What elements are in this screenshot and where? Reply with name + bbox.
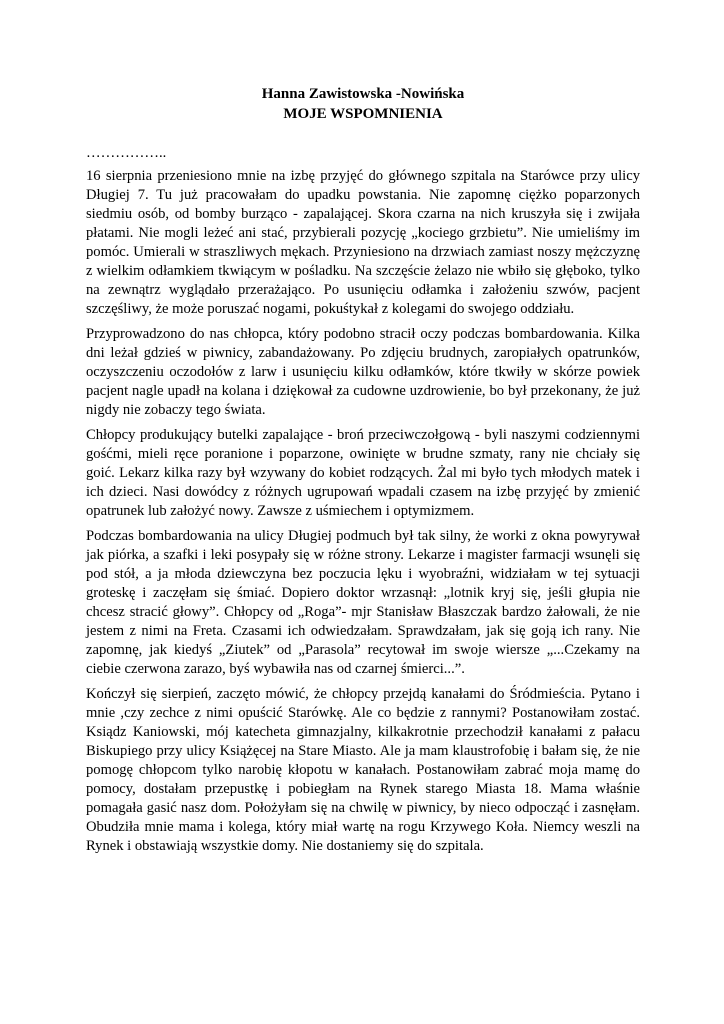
- document-page: [86, 80, 640, 862]
- paragraph: Podczas bombardowania na ulicy Długiej podmuch był tak silny, że worki z okna powyrywał jak piórka, a szafki i leki posypały się w różne strony. Lekarze i magister farmacji wsunęli się pod stół, a ja młoda dziewczyna bez poczucia lęku i wyobraźni, widziałam w tej sytuacji groteskę i zaczęłam się śmiać. Dopiero doktor wrzasnął: „lotnik kryj się, jeśli głupia nie chcesz stracić głowy”. Chłopcy od „Roga”- mjr Stanisław Błaszczak bardzo żałowali, że nie jestem z nimi na Freta. Czasami ich odwiedzałam. Sprawdzałam, jak się goją ich rany. Nie zapomnę, jak kiedyś „Ziutek” od „Parasola” recytował im swoje wiersze „...Czekamy na ciebie czerwona zarazo, byś wybawiła nas od czarnej śmierci...”.: [86, 528, 640, 677]
- paragraph: Kończył się sierpień, zaczęto mówić, że chłopcy przejdą kanałami do Śródmieścia. Pytano i mnie ,czy zechce z nimi opuścić Starówkę. Ale co będzie z rannymi? Postanowiłam zostać. Ksiądz Kaniowski, mój katecheta gimnazjalny, kilkakrotnie przechodził kanałami z pałacu Biskupiego przy ulicy Książęcej na Stare Miasto. Ale ja mam klaustrofobię i bałam się, że nie pomogę chłopcom tylko narobię kłopotu w kanałach. Postanowiłam zabrać moja mamę do pomocy, dostałam przepustkę i pobiegłam na Rynek starego Miasta 18. Mama właśnie pomagała gasić nasz dom. Położyłam się na chwilę w piwnicy, by nieco odpocząć i zasnęłam. Obudziła mnie mama i kolega, który miał wartę na rogu Krzywego Koła. Niemcy weszli na Rynek i obstawiają wszystkie domy. Nie dostaniemy się do szpitala.: [86, 686, 640, 854]
- title-block: [86, 84, 640, 124]
- paragraph: Chłopcy produkujący butelki zapalające - broń przeciwczołgową - byli naszymi codziennymi gośćmi, mieli ręce poranione i poparzone, owinięte w brudne szmaty, rany nie chciały się goić. Lekarz kilka razy był wzywany do kobiet rodzących. Żal mi było tych młodych matek i ich dzieci. Nasi dowódcy z różnych ugrupowań wpadali czasem na izbę przyjęć by zmienić opatrunek lub założyć nowy. Zawsze z uśmiechem i optymizmem.: [86, 427, 640, 519]
- paragraph: Przyprowadzono do nas chłopca, który podobno stracił oczy podczas bombardowania. Kilka dni leżał gdzieś w piwnicy, zabandażowany. Po zdjęciu brudnych, zaropiałych opatrunków, oczyszczeniu oczodołów z larw i usunięciu kilku odłamków, które tkwiły w skórze powiek pacjent nagle upadł na kolana i dziękował za cudowne uzdrowienie, bo był przekonany, że już nigdy nie zobaczy tego świata.: [86, 326, 640, 418]
- document-body: [86, 167, 640, 856]
- author-name: Hanna Zawistowska -Nowińska: [261, 86, 465, 102]
- document-title: MOJE WSPOMNIENIA: [283, 106, 443, 122]
- ellipsis-marker: ……………..: [86, 145, 167, 161]
- paragraph: 16 sierpnia przeniesiono mnie na izbę przyjęć do głównego szpitala na Starówce przy ulicy Długiej 7. Tu już pracowałam do upadku powstania. Nie zapomnę ciężko poparzonych siedmiu osób, od bomby burząco - zapalającej. Skora czarna na nich kruszyła się i zwijała płatami. Nie mogli leżeć ani stać, przybierali pozycję „kociego grzbietu”. Nie umieliśmy im pomóc. Umierali w straszliwych mękach. Przyniesiono na drzwiach zamiast noszy mężczyznę z wielkim odłamkiem tkwiącym w pośladku. Na szczęście żelazo nie wbiło się głęboko, tylko na zewnątrz wyglądało przerażająco. Po usunięciu odłamka i założeniu szwów, pacjent szczęśliwy, że może poruszać nogami, pokuśtykał z kolegami do swojego oddziału.: [86, 168, 640, 317]
